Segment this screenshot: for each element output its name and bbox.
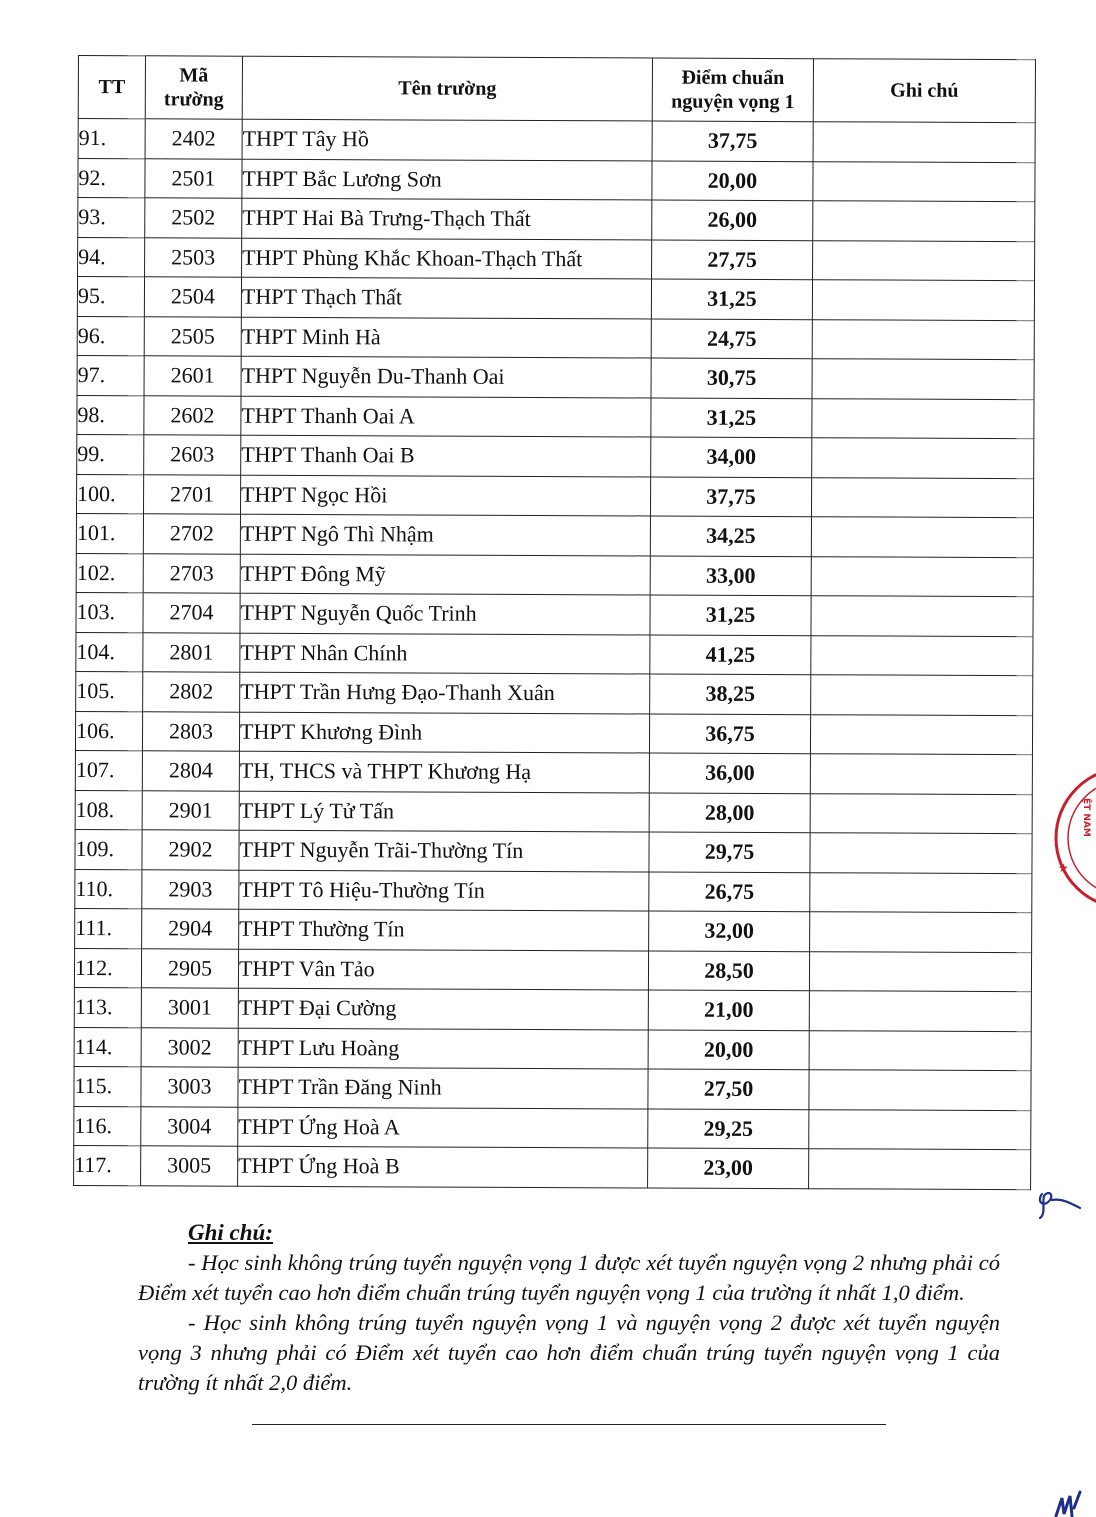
row-index: 111. <box>75 908 142 948</box>
table-row <box>75 869 1032 913</box>
cutoff-score: 32,00 <box>649 911 810 951</box>
cutoff-score: 29,75 <box>649 832 810 872</box>
school-name: THPT Đại Cường <box>238 988 648 1029</box>
row-note <box>809 1030 1031 1070</box>
row-index: 107. <box>75 750 142 790</box>
school-code: 2901 <box>142 790 239 830</box>
row-index: 93. <box>78 198 145 238</box>
cutoff-score: 29,25 <box>648 1108 809 1148</box>
school-name: THPT Nguyễn Du-Thanh Oai <box>241 356 651 397</box>
school-code: 2904 <box>142 909 239 949</box>
table-row <box>75 790 1032 834</box>
school-code: 2502 <box>145 198 242 238</box>
row-note <box>809 951 1031 991</box>
table-row <box>76 474 1033 518</box>
row-index: 94. <box>78 237 145 277</box>
school-name: THPT Minh Hà <box>241 317 651 358</box>
cutoff-score: 36,00 <box>649 753 810 793</box>
school-name: THPT Hai Bà Trưng-Thạch Thất <box>242 198 652 239</box>
table-row <box>78 237 1035 281</box>
school-code: 2801 <box>143 632 240 672</box>
table-row <box>75 829 1032 873</box>
table-row <box>77 434 1034 478</box>
row-index: 97. <box>77 355 144 395</box>
cutoff-score: 34,25 <box>650 516 811 556</box>
school-name: THPT Thanh Oai A <box>241 396 651 437</box>
table-row <box>78 119 1035 163</box>
row-note <box>810 833 1032 873</box>
header-cutoff-score-line1: Điểm chuẩn <box>681 66 785 90</box>
cutoff-score: 37,75 <box>652 121 813 161</box>
school-code: 2804 <box>142 751 239 791</box>
school-code: 2701 <box>143 474 240 514</box>
school-name: THPT Ngô Thì Nhậm <box>240 514 650 555</box>
cutoff-score: 37,75 <box>650 477 811 517</box>
row-index: 116. <box>74 1106 141 1146</box>
school-name: THPT Trần Hưng Đạo-Thanh Xuân <box>240 672 650 713</box>
school-name: THPT Tô Hiệu-Thường Tín <box>239 870 649 911</box>
school-name: TH, THCS và THPT Khương Hạ <box>239 751 649 792</box>
row-note <box>809 1070 1031 1110</box>
corner-initial-icon <box>1050 1488 1081 1517</box>
table-row <box>75 908 1032 952</box>
row-note <box>811 556 1033 596</box>
school-name: THPT Lưu Hoàng <box>238 1028 648 1069</box>
row-note <box>812 398 1034 438</box>
row-index: 99. <box>77 434 144 474</box>
cutoff-score: 28,50 <box>648 950 809 990</box>
table-row <box>77 277 1034 321</box>
row-note <box>809 1109 1031 1149</box>
table-row <box>76 632 1033 676</box>
school-code: 2603 <box>144 435 241 475</box>
row-index: 101. <box>76 513 143 553</box>
admission-score-table <box>73 55 1036 1190</box>
header-cutoff-score-line2: nguyện vọng 1 <box>671 90 795 114</box>
school-code: 2903 <box>142 869 239 909</box>
row-index: 103. <box>76 592 143 632</box>
table-row <box>74 1145 1031 1189</box>
row-note <box>810 872 1032 912</box>
school-code: 2703 <box>143 553 240 593</box>
school-name: THPT Ứng Hoà B <box>238 1146 648 1187</box>
school-code: 3003 <box>141 1067 238 1107</box>
row-note <box>811 635 1033 675</box>
school-name: THPT Ứng Hoà A <box>238 1107 648 1148</box>
row-note <box>813 201 1035 241</box>
school-name: THPT Lý Tử Tấn <box>239 791 649 832</box>
row-note <box>813 122 1035 162</box>
row-note <box>811 675 1033 715</box>
row-note <box>811 517 1033 557</box>
row-note <box>810 793 1032 833</box>
school-code: 3001 <box>141 988 238 1028</box>
school-name: THPT Thường Tín <box>239 909 649 950</box>
row-note <box>809 1149 1031 1189</box>
row-note <box>810 912 1032 952</box>
note-paragraph-2: - Học sinh không trúng tuyển nguyện vọng 1 và nguyện vọng 2 được xét tuyển nguyện vọng 3 nhưng phải có Điểm xét tuyển cao hơn điểm chuẩn trúng tuyển nguyện vọng 1 của trường ít nhất 2,0 điểm. <box>138 1310 1000 1395</box>
row-note <box>810 754 1032 794</box>
cutoff-score: 26,00 <box>652 200 813 240</box>
row-index: 112. <box>74 948 141 988</box>
notes-section <box>138 1218 1000 1398</box>
row-index: 109. <box>75 829 142 869</box>
notes-title: Ghi chú: <box>188 1220 273 1245</box>
school-name: THPT Tây Hồ <box>242 119 652 160</box>
cutoff-score: 30,75 <box>651 358 812 398</box>
school-code: 2702 <box>143 514 240 554</box>
row-note <box>813 240 1035 280</box>
table-body <box>74 119 1036 1190</box>
header-cutoff-score <box>652 58 813 122</box>
row-note <box>812 359 1034 399</box>
cutoff-score: 27,50 <box>648 1069 809 1109</box>
row-note <box>812 280 1034 320</box>
table-row <box>74 987 1031 1031</box>
row-note <box>812 319 1034 359</box>
row-index: 106. <box>75 711 142 751</box>
cutoff-score: 23,00 <box>648 1148 809 1188</box>
row-index: 92. <box>78 158 145 198</box>
row-note <box>809 991 1031 1031</box>
seal-text: ỆT NAM <box>1081 798 1091 837</box>
table-row <box>74 948 1031 992</box>
cutoff-score: 34,00 <box>651 437 812 477</box>
school-name: THPT Nhân Chính <box>240 633 650 674</box>
cutoff-score: 41,25 <box>650 635 811 675</box>
school-code: 2803 <box>142 711 239 751</box>
school-name: THPT Phùng Khắc Khoan-Thạch Thất <box>242 238 652 279</box>
school-code: 2902 <box>142 830 239 870</box>
cutoff-score: 33,00 <box>650 556 811 596</box>
table-row <box>76 553 1033 597</box>
cutoff-score: 27,75 <box>652 240 813 280</box>
cutoff-score: 36,75 <box>649 714 810 754</box>
school-name: THPT Thanh Oai B <box>241 435 651 476</box>
table-row <box>75 711 1032 755</box>
school-code: 3004 <box>141 1106 238 1146</box>
cutoff-score: 31,25 <box>651 279 812 319</box>
header-tt: TT <box>78 56 145 119</box>
table-row <box>74 1106 1031 1150</box>
header-school-code-line2: trường <box>163 88 224 111</box>
cutoff-score: 20,00 <box>652 161 813 201</box>
row-index: 95. <box>77 277 144 317</box>
cutoff-score: 21,00 <box>648 990 809 1030</box>
school-name: THPT Thạch Thất <box>241 277 651 318</box>
row-index: 91. <box>78 119 145 159</box>
school-code: 2503 <box>145 237 242 277</box>
cutoff-score: 24,75 <box>651 319 812 359</box>
table-row <box>78 158 1035 202</box>
cutoff-score: 26,75 <box>649 871 810 911</box>
school-name: THPT Ngọc Hồi <box>240 475 650 516</box>
row-index: 114. <box>74 1027 141 1067</box>
school-code: 2402 <box>145 119 242 159</box>
school-code: 2501 <box>145 158 242 198</box>
row-note <box>813 161 1035 201</box>
row-index: 108. <box>75 790 142 830</box>
cutoff-score: 38,25 <box>650 674 811 714</box>
row-index: 110. <box>75 869 142 909</box>
row-index: 104. <box>76 632 143 672</box>
school-code: 2802 <box>143 672 240 712</box>
row-index: 115. <box>74 1066 141 1106</box>
cutoff-score: 20,00 <box>648 1029 809 1069</box>
table-row <box>77 355 1034 399</box>
row-index: 96. <box>77 316 144 356</box>
school-name: THPT Đông Mỹ <box>240 554 650 595</box>
signature-initial-icon <box>1032 1182 1082 1222</box>
table-row <box>76 513 1033 557</box>
table-row <box>74 1027 1031 1071</box>
row-index: 113. <box>74 987 141 1027</box>
school-name: THPT Bắc Lương Sơn <box>242 159 652 200</box>
table-header-row <box>78 56 1035 123</box>
school-name: THPT Trần Đăng Ninh <box>238 1067 648 1108</box>
cutoff-score: 31,25 <box>651 398 812 438</box>
cutoff-score: 28,00 <box>649 792 810 832</box>
school-code: 2601 <box>144 356 241 396</box>
table-row <box>78 198 1035 242</box>
row-index: 105. <box>76 671 143 711</box>
school-name: THPT Nguyễn Quốc Trinh <box>240 593 650 634</box>
school-name: THPT Nguyễn Trãi-Thường Tín <box>239 830 649 871</box>
school-name: THPT Khương Đình <box>239 712 649 753</box>
school-code: 2504 <box>144 277 241 317</box>
school-code: 2905 <box>141 948 238 988</box>
table-row <box>76 592 1033 636</box>
table-row <box>75 750 1032 794</box>
header-school-code-line1: Mã <box>179 64 209 87</box>
row-index: 100. <box>76 474 143 514</box>
table-row <box>76 671 1033 715</box>
table-row <box>77 316 1034 360</box>
table-row <box>77 395 1034 439</box>
school-code: 3005 <box>141 1146 238 1186</box>
school-name: THPT Vân Tảo <box>238 949 648 990</box>
row-note <box>810 714 1032 754</box>
school-code: 3002 <box>141 1027 238 1067</box>
note-paragraph-1: - Học sinh không trúng tuyển nguyện vọng 1 được xét tuyển nguyện vọng 2 nhưng phải có Điểm xét tuyển cao hơn điểm chuẩn trúng tuyển nguyện vọng 1 của trường ít nhất 1,0 điểm. <box>138 1250 1000 1305</box>
school-code: 2505 <box>144 316 241 356</box>
seal-star-icon: ★ <box>1058 861 1069 875</box>
official-seal-icon <box>1046 768 1096 908</box>
table-row <box>74 1066 1031 1110</box>
school-code: 2602 <box>144 395 241 435</box>
row-note <box>812 438 1034 478</box>
row-index: 98. <box>77 395 144 435</box>
row-note <box>811 477 1033 517</box>
header-school-name: Tên trường <box>242 56 652 121</box>
header-school-code <box>145 56 242 119</box>
end-divider <box>252 1424 886 1425</box>
row-note <box>811 596 1033 636</box>
school-code: 2704 <box>143 593 240 633</box>
header-note: Ghi chú <box>813 59 1035 123</box>
row-index: 102. <box>76 553 143 593</box>
row-index: 117. <box>74 1145 141 1185</box>
cutoff-score: 31,25 <box>650 595 811 635</box>
